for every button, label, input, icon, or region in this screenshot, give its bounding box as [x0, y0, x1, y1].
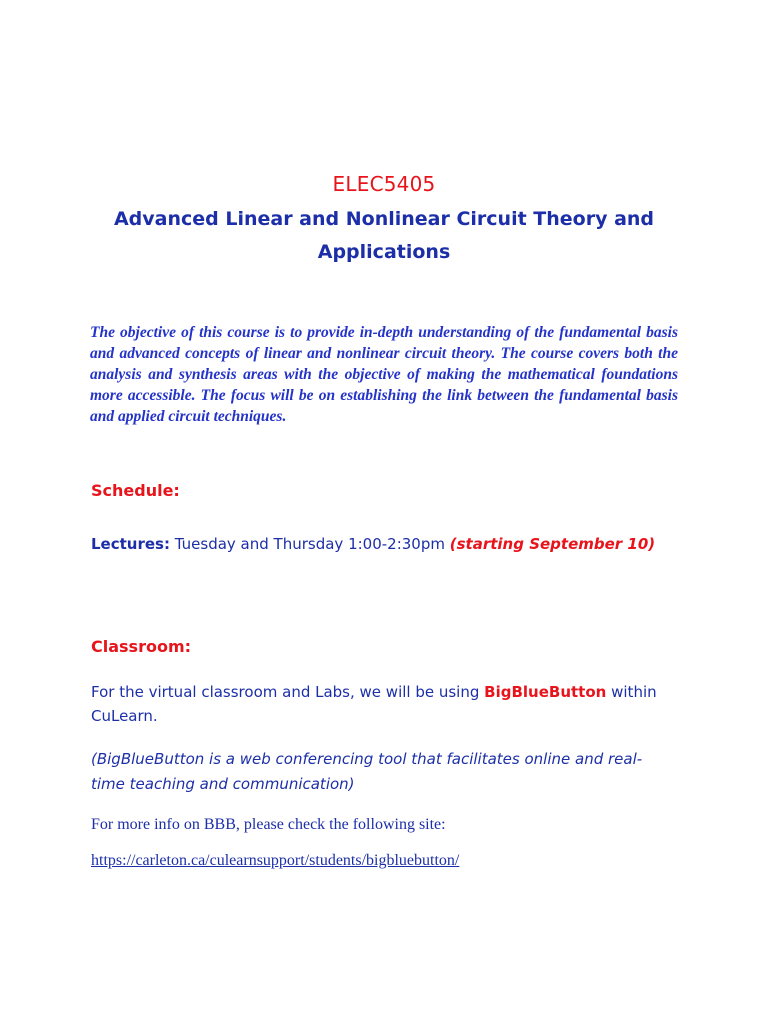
tool-name: BigBlueButton — [484, 683, 607, 701]
tool-description: (BigBlueButton is a web conferencing tool that facilitates online and real-time teaching and communication) — [91, 750, 643, 793]
lectures-line — [91, 532, 671, 556]
lectures-start: (starting September 10) — [449, 535, 656, 553]
course-code: ELEC5405 — [332, 172, 436, 196]
more-info-text: For more info on BBB, please check the following site: — [91, 816, 446, 833]
course-objective: The objective of this course is to provide in-depth understanding of the fundamental basis and advanced concepts of linear and nonlinear circuit theory. The course covers both the analysis and synthesis areas with the objective of making the mathematical foundations more accessible. The focus will be on establishing the link between the fundamental basis and applied circuit techniques. — [90, 324, 678, 425]
classroom-description — [91, 680, 671, 728]
bigbluebutton-support-link[interactable]: https://carleton.ca/culearnsupport/students/bigbluebutton/ — [91, 852, 460, 869]
lectures-time: Tuesday and Thursday 1:00-2:30pm — [174, 535, 445, 553]
lectures-label: Lectures: — [91, 535, 170, 553]
classroom-heading: Classroom: — [91, 637, 192, 656]
course-title: Advanced Linear and Nonlinear Circuit Theory and Applications — [113, 208, 655, 263]
classroom-text-before: For the virtual classroom and Labs, we will be using — [91, 683, 480, 701]
classroom-text-after: within CuLearn. — [91, 683, 657, 725]
schedule-heading: Schedule: — [91, 481, 180, 500]
